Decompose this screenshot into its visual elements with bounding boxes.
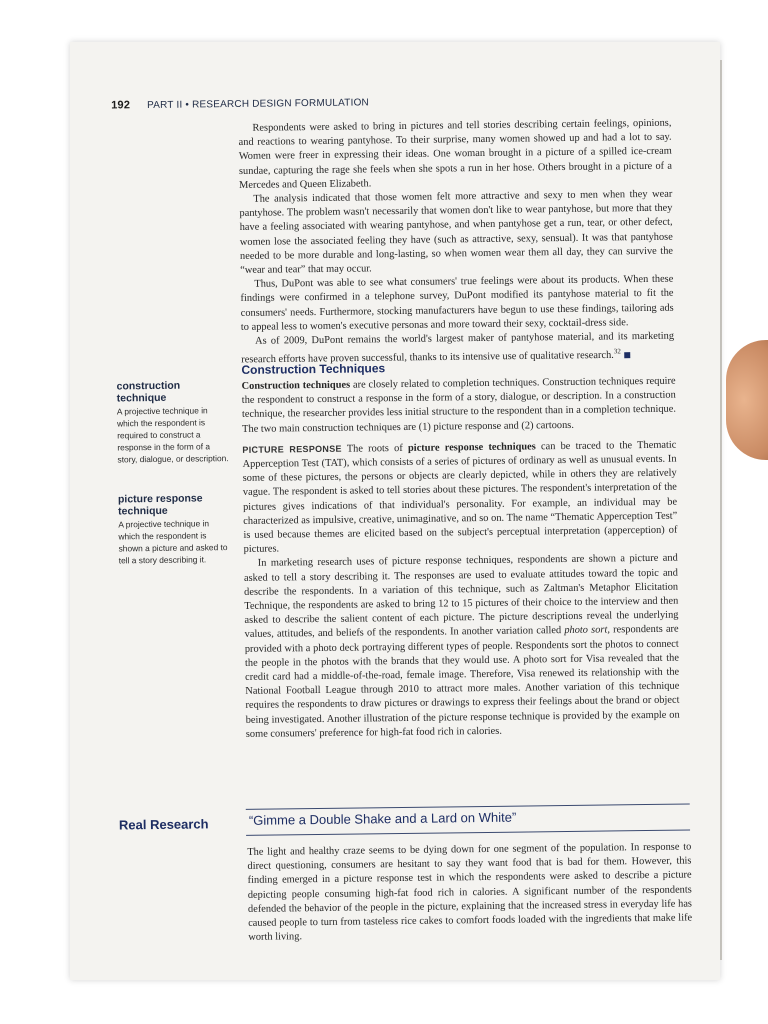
- margin-term: construction technique: [116, 379, 181, 405]
- paragraph-text: can be traced to the Thematic Apperception Test (TAT), which consists of a series of pictures of ordinary as well as unusual events. In some of these pictures, the persons or objects are clearly depicted, while in others they are relatively vague. The respondent is asked to tell stories about these pictures. The respondent's interpretation of the pictures gives indications of that individual's personality. For example, an individual may be characterized as impulsive, creative, unimaginative, and so on. The name “Thematic Apperception Test” is used because themes are elicited based on the subject's perceptual interpretation (apperception) of pictures.: [242, 439, 678, 556]
- real-research-title: “Gimme a Double Shake and a Lard on White”: [248, 809, 517, 828]
- divider: [246, 803, 690, 809]
- paragraph-text: are closely related to completion techniques. Construction techniques require the respondent to construct a response in the form of a story, dialogue, or description. In a construction technique, the researcher provides less initial structure to the respondent than in a completion technique. The two main construction techniques are (1) picture response and (2) cartoons.: [241, 375, 676, 435]
- footnote-ref: 32: [613, 347, 621, 356]
- paragraph: Thus, DuPont was able to see what consumers' true feelings were about its products. When these findings were confirmed in a telephone survey, DuPont modified its pantyhose material to fit the consumers' needs. Furthermore, stocking manufacturers have begun to use these findings, tailoring ads to appeal less to women's executive personas and more toward their sexy, cocktail-dress side.: [240, 273, 674, 333]
- margin-definition: A projective technique in which the respondent is required to construct a response in the form of a story, dialogue, or description.: [116, 405, 229, 465]
- construction-body: [242, 375, 680, 742]
- paragraph-text: respondents are provided with a photo deck portraying different types of people. Respondents sort the photos to connect the people in the photos with the brands that they would use. A photo sort for Visa revealed that the credit card had a middle-of-the-road, female image. Therefore, Visa renewed its relationship with the National Football League through 2010 to attract more males. Another variation of this technique requires the respondents to draw pictures or drawings to express their feelings about the brand or object being investigated. Another illustration of the picture response technique is provided by the example on some consumers' preference for high-fat food rich in calories.: [244, 624, 680, 740]
- paragraph: [242, 375, 677, 437]
- real-research-body: [247, 840, 692, 945]
- paragraph-text: The roots of: [341, 442, 409, 455]
- divider: [246, 829, 690, 835]
- closing-text: As of 2009, DuPont remains the world's largest maker of pantyhose material, and its marketing research efforts have proven successful, thanks to its intensive use of qualitative research.: [241, 330, 675, 366]
- run-in-heading: PICTURE RESPONSE: [242, 443, 342, 455]
- italic-term: photo sort,: [564, 624, 611, 637]
- dupont-case-text: [238, 117, 674, 368]
- margin-definition: A projective technique in which the respondent is shown a picture and asked to tell a story describing it.: [118, 518, 228, 566]
- running-title: PART II • RESEARCH DESIGN FORMULATION: [147, 97, 370, 112]
- key-term: picture response techniques: [407, 441, 536, 454]
- key-term: Construction techniques: [241, 379, 351, 392]
- end-mark-icon: [624, 352, 630, 358]
- paragraph: [242, 437, 677, 557]
- section-title: Construction Techniques: [241, 361, 386, 377]
- page-number: 192: [111, 99, 131, 112]
- margin-term: picture response technique: [117, 492, 203, 518]
- paragraph: Respondents were asked to bring in pictures and tell stories describing certain feelings, opinions, and reactions to wearing pantyhose. To their surprise, many women showed up and had a lot to say. Women were freer in expressing their ideas. One woman brought in a picture of a spilled ice-cream sundae, capturing the rage she feels when she spots a run in her hose. Others brought in a picture of a Mercedes and Queen Elizabeth.: [238, 117, 673, 191]
- margin-note: [118, 492, 231, 566]
- real-research-label: Real Research: [118, 816, 209, 833]
- paragraph: [244, 552, 680, 742]
- margin-note: [117, 379, 230, 465]
- paragraph-text: In marketing research uses of picture response techniques, respondents are shown a picture and asked to tell a story describing it. The responses are used to evaluate attitudes toward the topic and describe the respondents. In a variation of this technique, such as Zaltman's Metaphor Elicitation Technique, the respondents are asked to bring 12 to 15 pictures of their choice to the interview and then asked to describe the salient content of each picture. The picture descriptions reveal the underlying values, attitudes, and beliefs of the respondents. In another variation called: [243, 553, 679, 641]
- paragraph: The light and healthy craze seems to be dying down for one segment of the population. In response to direct questioning, consumers are hesitant to say they want food that is bad for them. However, this finding emerged in a picture response test in which the respondents were asked to describe a picture depicting people consuming high-fat food rich in calories. A significant number of the respondents defended the behavior of the people in the picture, explaining that the increased stress in everyday life has caused people to turn from tasteless rice cakes to comfort foods loaded with the ingredients that make life worth living.: [247, 841, 693, 944]
- paragraph: The analysis indicated that those women felt more attractive and sexy to men when they wear pantyhose. The problem wasn't necessarily that women don't like to wear pantyhose, but more that they have a feeling associated with wearing pantyhose, and when pantyhose get a run, tear, or other defect, women lose the associated feeling they have (such as attractive, sexy, sensual). It was that pantyhose needed to be more durable and long-lasting, so when women wear them all day, they can survive the “wear and tear” that may occur.: [239, 188, 674, 276]
- running-header: [111, 96, 369, 111]
